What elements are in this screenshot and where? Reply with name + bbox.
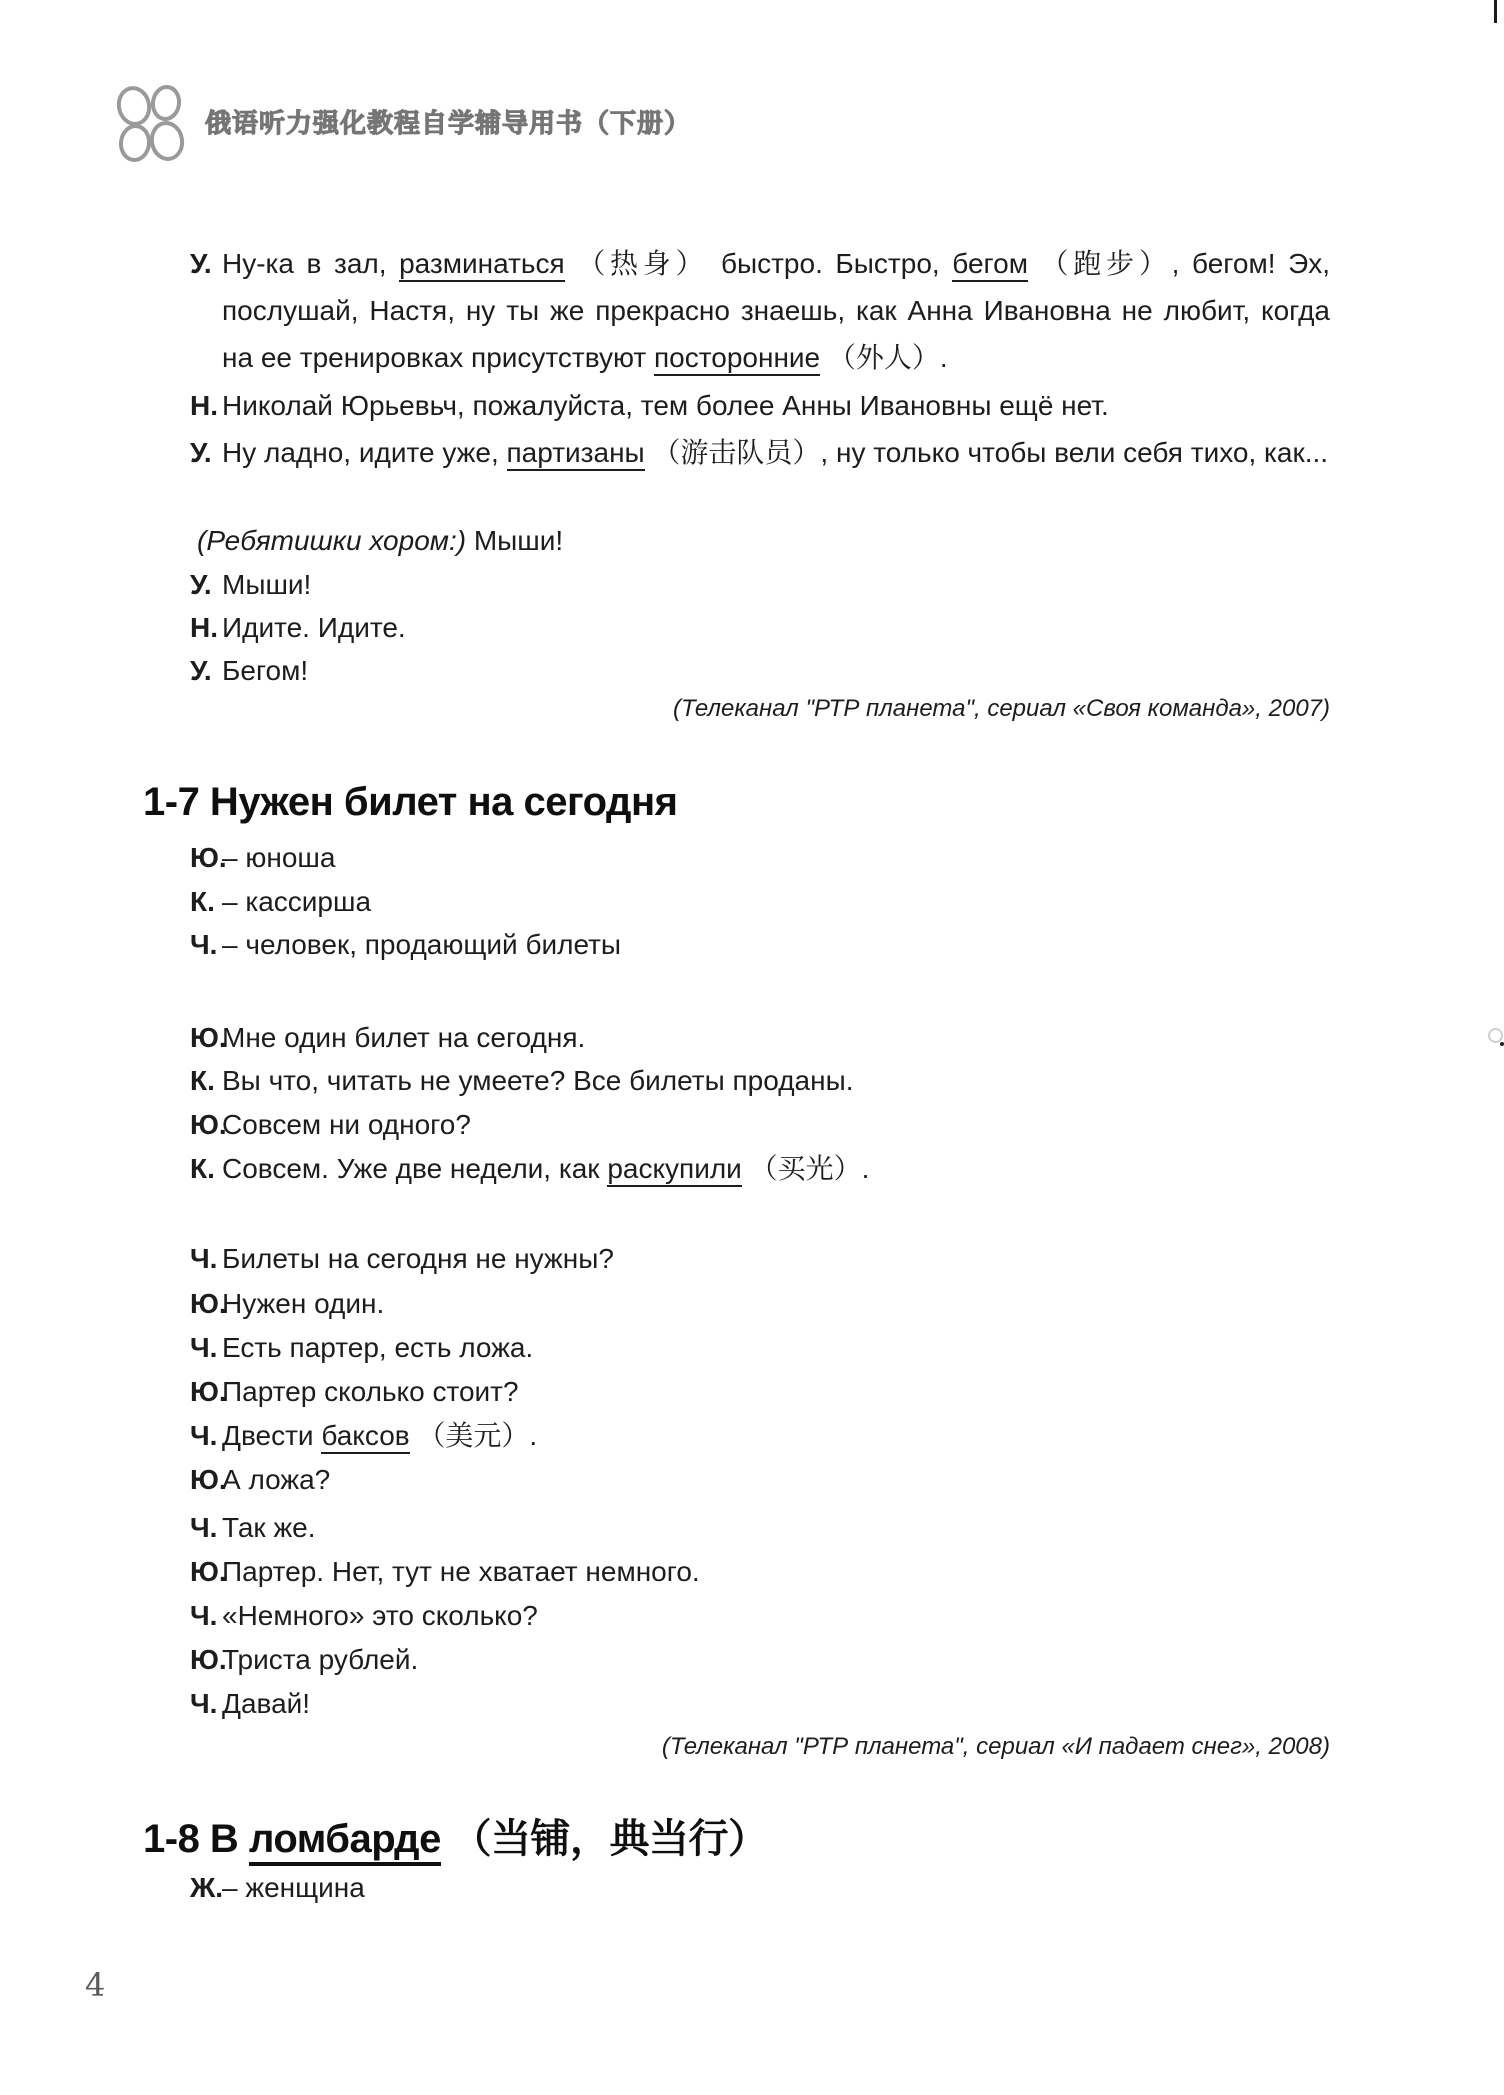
source-attribution: [190, 692, 1330, 726]
italic-text: (Ребятишки хором:): [197, 525, 467, 556]
text-run: （跑步）, бегом! Эх, послушай, Настя, ну ты же прекрасно знаешь, как Анна Ивановна не любит, когда на ее тренировках присутствуют: [222, 248, 1330, 373]
scan-artifact-smudge: [1488, 1028, 1503, 1043]
speaker-label: Ч.: [190, 1332, 218, 1363]
speaker-label: У.: [190, 569, 212, 600]
speaker-label: К.: [190, 1065, 215, 1096]
dialogue-line: [190, 1680, 1330, 1727]
speaker-label: Ю.: [190, 1376, 227, 1407]
dialogue-line: [190, 1504, 1330, 1551]
underlined-term: баксов: [321, 1420, 409, 1454]
text-run: «Немного» это сколько?: [222, 1600, 538, 1631]
underlined-term: бегом: [952, 248, 1028, 282]
speaker-label: К.: [190, 1153, 215, 1184]
dialogue-line: [190, 1057, 1330, 1104]
underlined-term: ломбарде: [249, 1817, 441, 1866]
dialogue-line: [190, 1412, 1330, 1459]
speaker-label: К.: [190, 886, 215, 917]
text-run: Партер. Нет, тут не хватает немного.: [222, 1556, 700, 1587]
speaker-label: У.: [190, 248, 212, 279]
dialogue-line: [190, 1280, 1330, 1327]
book-title: 俄语听力强化教程自学辅导用书（下册）: [205, 108, 692, 138]
dialogue-line: [190, 1592, 1330, 1639]
speaker-label: Ч.: [190, 1688, 218, 1719]
text-run: （外人）.: [820, 342, 948, 373]
text-run: А ложа?: [222, 1464, 331, 1495]
speaker-label: Ч.: [190, 929, 218, 960]
text-run: （热身） быстро. Быстро,: [564, 248, 953, 279]
dialogue-line: [190, 647, 1330, 694]
text-run: Давай!: [222, 1688, 311, 1719]
underlined-term: раскупили: [607, 1153, 742, 1187]
speaker-label: Ю.: [190, 1288, 227, 1319]
text-run: Совсем ни одного?: [222, 1109, 471, 1140]
text-run: 1-8 В: [143, 1817, 249, 1861]
dialogue-line: [190, 429, 1330, 476]
text-run: Нужен один.: [222, 1288, 385, 1319]
text-run: (Телеканал "РТР планета", сериал «Своя команда», 2007): [673, 695, 1330, 722]
dialogue-line: [190, 1235, 1330, 1282]
text-run: Есть партер, есть ложа.: [222, 1332, 534, 1363]
text-run: Билеты на сегодня не нужны?: [222, 1243, 614, 1274]
text-run: 1-7 Нужен билет на сегодня: [143, 780, 678, 824]
dialogue-line: [190, 1145, 1330, 1192]
dialogue-line: [190, 240, 1330, 381]
section-heading: [143, 1816, 767, 1862]
dialogue-line: [190, 382, 1330, 429]
underlined-term: разминаться: [399, 248, 565, 282]
text-run: Бегом!: [222, 655, 309, 686]
scan-artifact-line: [1494, 0, 1497, 23]
speaker-label: Н.: [190, 612, 218, 643]
text-run: Николай Юрьевьч, пожалуйста, тем более Анны Ивановны ещё нет.: [222, 390, 1109, 421]
speaker-label: Ч.: [190, 1600, 218, 1631]
dialogue-line: [190, 604, 1330, 651]
text-run: Партер сколько стоит?: [222, 1376, 519, 1407]
text-run: Ну ладно, идите уже,: [222, 437, 507, 468]
stage-direction: [197, 517, 1330, 564]
text-run: – юноша: [222, 842, 336, 873]
page-number: 4: [85, 1966, 106, 2004]
text-run: （游击队员）, ну только чтобы вели себя тихо, как...: [644, 437, 1329, 468]
publisher-logo: [114, 84, 192, 171]
dialogue-line: [190, 1864, 1330, 1911]
speaker-label: Ю.: [190, 1556, 227, 1587]
text-run: Мыши!: [222, 569, 312, 600]
scan-artifact-dot: [1500, 1042, 1504, 1046]
section-heading: [143, 779, 677, 825]
dialogue-line: [190, 878, 1330, 925]
text-run: Вы что, читать не умеете? Все билеты проданы.: [222, 1065, 854, 1096]
text-run: – человек, продающий билеты: [222, 929, 622, 960]
dialogue-line: [190, 1368, 1330, 1415]
speaker-label: Ж.: [190, 1872, 224, 1903]
dialogue-line: [190, 921, 1330, 968]
speaker-label: Н.: [190, 390, 218, 421]
dialogue-line: [190, 1101, 1330, 1148]
four-rings-icon: [114, 84, 192, 166]
text-run: Мне один билет на сегодня.: [222, 1022, 586, 1053]
underlined-term: партизаны: [507, 437, 645, 471]
speaker-label: У.: [190, 655, 212, 686]
speaker-label: Ч.: [190, 1420, 218, 1451]
text-run: Мыши!: [466, 525, 564, 556]
text-run: – кассирша: [222, 886, 372, 917]
underlined-term: посторонние: [654, 342, 820, 376]
speaker-label: У.: [190, 437, 212, 468]
dialogue-line: [190, 1548, 1330, 1595]
text-run: (Телеканал "РТР планета", сериал «И падает снег», 2008): [661, 1733, 1330, 1760]
dialogue-line: [190, 561, 1330, 608]
speaker-label: Ю.: [190, 1644, 227, 1675]
text-run: Двести: [222, 1420, 322, 1451]
speaker-label: Ю.: [190, 1109, 227, 1140]
dialogue-line: [190, 1456, 1330, 1503]
speaker-label: Ч.: [190, 1512, 218, 1543]
text-run: Совсем. Уже две недели, как: [222, 1153, 608, 1184]
text-run: – женщина: [222, 1872, 365, 1903]
text-run: （买光）.: [741, 1153, 870, 1184]
text-run: Ну-ка в зал,: [222, 248, 400, 279]
dialogue-line: [190, 1636, 1330, 1683]
text-run: Идите. Идите.: [222, 612, 406, 643]
dialogue-line: [190, 1014, 1330, 1061]
speaker-label: Ю.: [190, 1464, 227, 1495]
dialogue-line: [190, 834, 1330, 881]
text-run: Так же.: [222, 1512, 316, 1543]
speaker-label: Ч.: [190, 1243, 218, 1274]
speaker-label: Ю.: [190, 842, 227, 873]
text-run: （美元）.: [409, 1420, 538, 1451]
source-attribution: [190, 1730, 1330, 1764]
dialogue-line: [190, 1324, 1330, 1371]
speaker-label: Ю.: [190, 1022, 227, 1053]
text-run: （当铺，典当行）: [440, 1817, 768, 1861]
text-run: Триста рублей.: [222, 1644, 419, 1675]
